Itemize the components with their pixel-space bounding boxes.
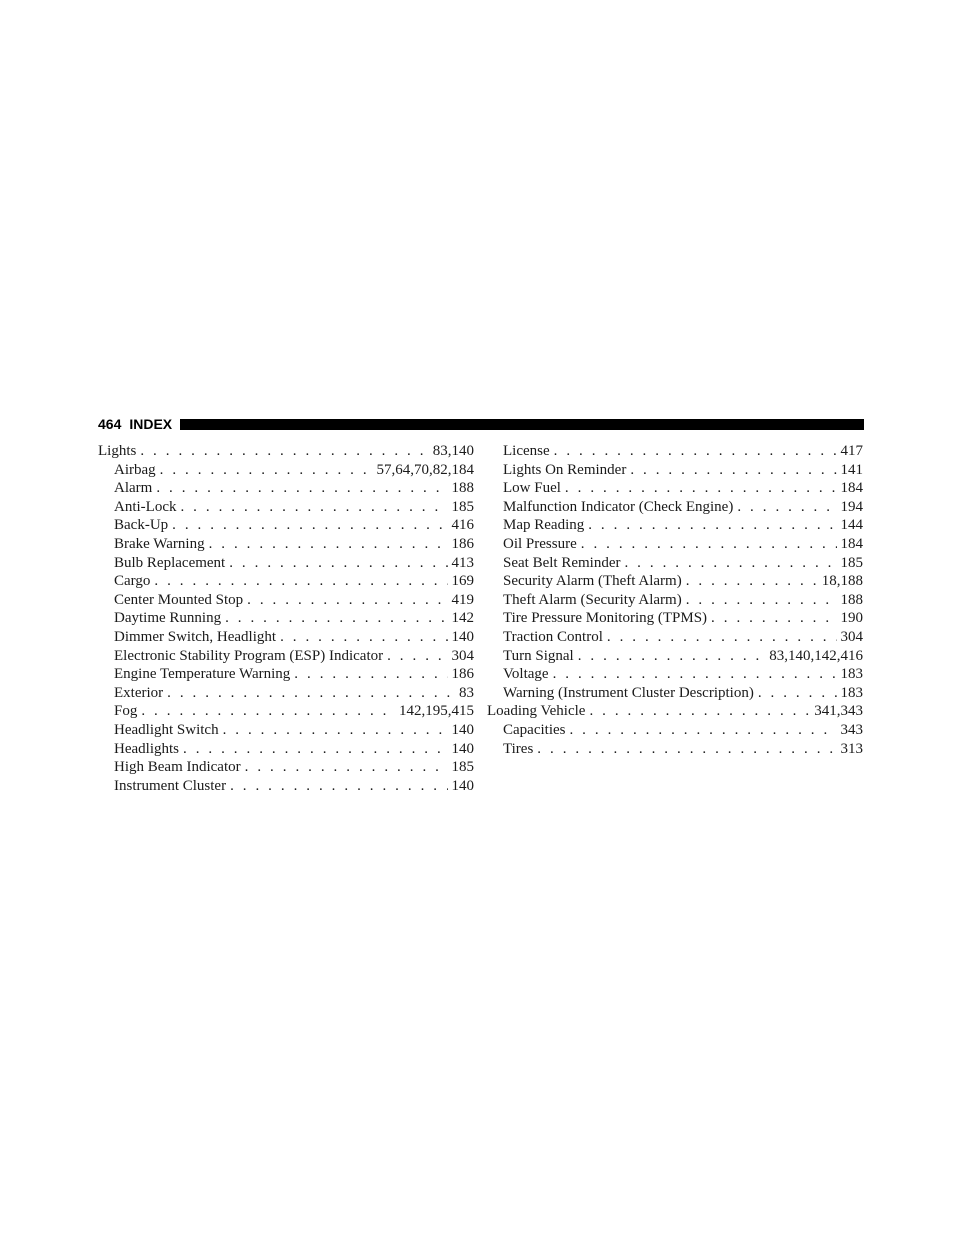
index-page-refs: 194 bbox=[840, 498, 863, 515]
index-entry bbox=[98, 591, 474, 610]
index-entry bbox=[487, 591, 863, 610]
index-entry bbox=[98, 665, 474, 684]
index-page-refs: 183 bbox=[840, 666, 863, 683]
index-page-refs: 419 bbox=[451, 591, 474, 608]
index-term: Anti-Lock bbox=[114, 498, 177, 515]
dot-leader bbox=[565, 479, 837, 498]
index-entry bbox=[487, 479, 863, 498]
index-term: Seat Belt Reminder bbox=[503, 554, 621, 571]
index-entry bbox=[98, 758, 474, 777]
dot-leader bbox=[607, 628, 837, 647]
index-term: Airbag bbox=[114, 461, 156, 478]
dot-leader bbox=[247, 591, 447, 610]
index-entry bbox=[98, 628, 474, 647]
dot-leader bbox=[569, 721, 836, 740]
index-page-refs: 57,64,70,82,184 bbox=[376, 461, 474, 478]
index-term: Low Fuel bbox=[503, 480, 561, 497]
index-term: Map Reading bbox=[503, 517, 585, 534]
index-term: Tires bbox=[503, 740, 534, 757]
index-page-refs: 416 bbox=[451, 517, 474, 534]
index-page-refs: 184 bbox=[840, 535, 863, 552]
index-entry bbox=[98, 684, 474, 703]
dot-leader bbox=[180, 498, 447, 517]
dot-leader bbox=[711, 609, 836, 628]
index-entry bbox=[98, 535, 474, 554]
index-term: Theft Alarm (Security Alarm) bbox=[503, 591, 682, 608]
index-page-refs: 142 bbox=[451, 610, 474, 627]
index-page-refs: 186 bbox=[451, 666, 474, 683]
index-term: Daytime Running bbox=[114, 610, 222, 627]
index-entry bbox=[487, 535, 863, 554]
index-column-left bbox=[98, 442, 474, 795]
index-term: Engine Temperature Warning bbox=[114, 666, 291, 683]
dot-leader bbox=[686, 591, 837, 610]
index-entry bbox=[98, 609, 474, 628]
index-page-refs: 304 bbox=[840, 628, 863, 645]
index-entry bbox=[98, 740, 474, 759]
dot-leader bbox=[387, 647, 447, 666]
dot-leader bbox=[294, 665, 447, 684]
index-page-refs: 83 bbox=[459, 684, 474, 701]
index-entry bbox=[98, 572, 474, 591]
dot-leader bbox=[209, 535, 448, 554]
dot-leader bbox=[686, 572, 818, 591]
index-page-refs: 188 bbox=[451, 480, 474, 497]
index-term: Cargo bbox=[114, 573, 151, 590]
dot-leader bbox=[245, 758, 448, 777]
header-rule bbox=[180, 419, 864, 430]
index-term: Alarm bbox=[114, 480, 153, 497]
dot-leader bbox=[167, 684, 455, 703]
index-column-right bbox=[487, 442, 863, 758]
index-term: Brake Warning bbox=[114, 535, 205, 552]
index-term: Dimmer Switch, Headlight bbox=[114, 628, 277, 645]
dot-leader bbox=[588, 516, 836, 535]
index-entry bbox=[487, 721, 863, 740]
index-page-refs: 413 bbox=[451, 554, 474, 571]
index-page-refs: 140 bbox=[451, 740, 474, 757]
dot-leader bbox=[160, 461, 373, 480]
dot-leader bbox=[156, 479, 447, 498]
index-term: Loading Vehicle bbox=[487, 703, 586, 720]
index-entry bbox=[98, 647, 474, 666]
page-number: 464 bbox=[98, 416, 122, 432]
index-entry bbox=[487, 498, 863, 517]
page-header bbox=[98, 413, 864, 435]
dot-leader bbox=[229, 554, 447, 573]
index-entry bbox=[98, 777, 474, 796]
index-term: Traction Control bbox=[503, 628, 603, 645]
index-term: Lights On Reminder bbox=[503, 461, 627, 478]
index-term: Turn Signal bbox=[503, 647, 574, 664]
index-entry bbox=[98, 554, 474, 573]
section-title: INDEX bbox=[129, 416, 173, 432]
index-page-refs: 184 bbox=[840, 480, 863, 497]
index-term: Lights bbox=[98, 443, 137, 459]
index-page-refs: 169 bbox=[451, 573, 474, 590]
index-term: Security Alarm (Theft Alarm) bbox=[503, 573, 682, 590]
dot-leader bbox=[140, 442, 428, 461]
index-term: Instrument Cluster bbox=[114, 777, 227, 794]
index-entry bbox=[487, 442, 863, 461]
dot-leader bbox=[230, 777, 447, 796]
index-term: Capacities bbox=[503, 721, 566, 738]
index-entry bbox=[98, 516, 474, 535]
index-page-refs: 18,188 bbox=[821, 573, 863, 590]
dot-leader bbox=[172, 516, 447, 535]
index-term: Bulb Replacement bbox=[114, 554, 226, 571]
index-page-refs: 417 bbox=[840, 443, 863, 459]
index-entry bbox=[98, 461, 474, 480]
index-page-refs: 83,140,142,416 bbox=[769, 647, 863, 664]
index-page-refs: 190 bbox=[840, 610, 863, 627]
index-page-refs: 185 bbox=[840, 554, 863, 571]
dot-leader bbox=[183, 740, 448, 759]
index-entry bbox=[487, 684, 863, 703]
index-term: Center Mounted Stop bbox=[114, 591, 244, 608]
dot-leader bbox=[537, 740, 836, 759]
index-term: License bbox=[503, 443, 550, 459]
index-entry bbox=[98, 442, 474, 461]
index-entry bbox=[487, 740, 863, 759]
index-page-refs: 144 bbox=[840, 517, 863, 534]
index-page-refs: 343 bbox=[840, 721, 863, 738]
index-page-refs: 304 bbox=[451, 647, 474, 664]
index-term: Malfunction Indicator (Check Engine) bbox=[503, 498, 734, 515]
index-page-refs: 140 bbox=[451, 628, 474, 645]
index-term: Fog bbox=[114, 703, 138, 720]
index-entry bbox=[487, 461, 863, 480]
index-term: Back-Up bbox=[114, 517, 169, 534]
dot-leader bbox=[225, 609, 447, 628]
index-entry bbox=[487, 572, 863, 591]
index-page-refs: 185 bbox=[451, 759, 474, 776]
index-term: Oil Pressure bbox=[503, 535, 577, 552]
index-page-refs: 141 bbox=[840, 461, 863, 478]
dot-leader bbox=[154, 572, 447, 591]
dot-leader bbox=[578, 647, 766, 666]
dot-leader bbox=[630, 461, 836, 480]
index-entry bbox=[487, 647, 863, 666]
dot-leader bbox=[624, 554, 836, 573]
index-term: Warning (Instrument Cluster Description) bbox=[503, 684, 754, 701]
index-page-refs: 183 bbox=[840, 684, 863, 701]
dot-leader bbox=[758, 684, 837, 703]
index-entry bbox=[487, 554, 863, 573]
dot-leader bbox=[141, 702, 395, 721]
index-page-refs: 313 bbox=[840, 740, 863, 757]
dot-leader bbox=[581, 535, 837, 554]
index-entry bbox=[98, 721, 474, 740]
index-entry bbox=[98, 479, 474, 498]
index-term: Headlight Switch bbox=[114, 721, 219, 738]
dot-leader bbox=[554, 442, 837, 461]
index-entry bbox=[487, 516, 863, 535]
index-entry bbox=[487, 665, 863, 684]
index-term: High Beam Indicator bbox=[114, 759, 241, 776]
index-page-refs: 142,195,415 bbox=[399, 703, 474, 720]
index-entry bbox=[487, 628, 863, 647]
index-term: Exterior bbox=[114, 684, 164, 701]
dot-leader bbox=[737, 498, 836, 517]
dot-leader bbox=[223, 721, 448, 740]
index-entry bbox=[98, 498, 474, 517]
dot-leader bbox=[280, 628, 447, 647]
index-page-refs: 186 bbox=[451, 535, 474, 552]
dot-leader bbox=[589, 702, 810, 721]
index-page-refs: 188 bbox=[840, 591, 863, 608]
index-term: Electronic Stability Program (ESP) Indicator bbox=[114, 647, 384, 664]
index-entry bbox=[487, 609, 863, 628]
index-term: Headlights bbox=[114, 740, 179, 757]
index-page-refs: 140 bbox=[451, 777, 474, 794]
dot-leader bbox=[553, 665, 837, 684]
index-term: Tire Pressure Monitoring (TPMS) bbox=[503, 610, 708, 627]
index-entry bbox=[98, 702, 474, 721]
index-entry bbox=[487, 702, 863, 721]
index-page-refs: 341,343 bbox=[814, 703, 863, 720]
index-page-refs: 83,140 bbox=[432, 443, 474, 459]
index-page-refs: 140 bbox=[451, 721, 474, 738]
index-term: Voltage bbox=[503, 666, 549, 683]
index-page-refs: 185 bbox=[451, 498, 474, 515]
